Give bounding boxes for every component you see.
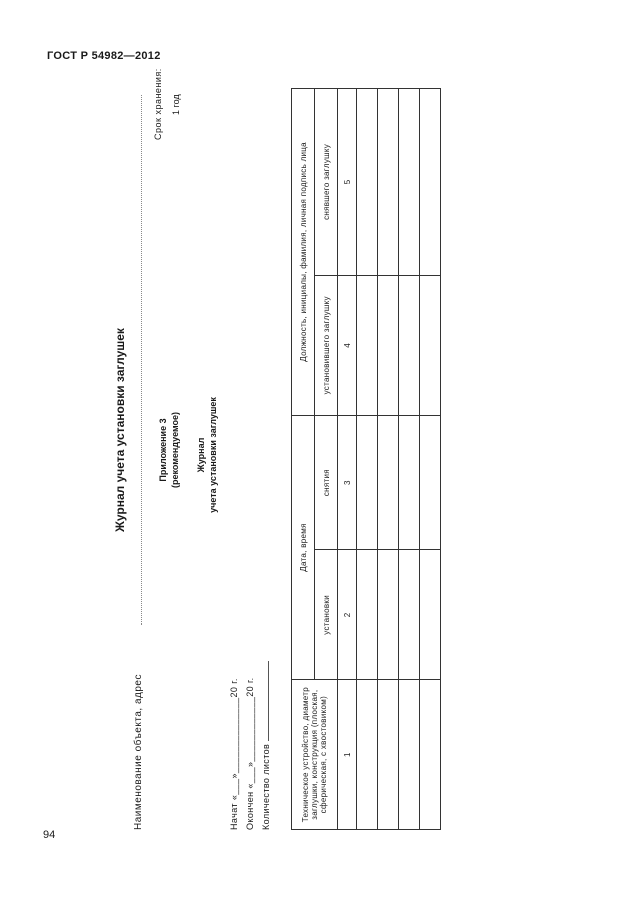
table-cell	[399, 89, 420, 276]
table-row	[378, 89, 399, 830]
header-removed-by: снявшего заглушку	[315, 89, 338, 276]
table-cell	[378, 680, 399, 830]
cover-title-line1: Журнал	[196, 437, 206, 473]
cover-title-line2: учета установки заглушек	[208, 397, 218, 513]
ended-field: Окончен «___»____________20 г.	[245, 677, 255, 830]
appendix-title	[157, 370, 181, 530]
started-field: Начат «___»______________20 г.	[229, 678, 239, 830]
column-number: 3	[338, 415, 357, 550]
table-cell	[378, 550, 399, 680]
header-person: Должность, инициалы, фамилия, личная подпись лица	[292, 89, 315, 416]
table-row	[420, 89, 441, 830]
table-cell	[420, 89, 441, 276]
table-cell	[378, 275, 399, 415]
table-cell	[357, 275, 378, 415]
table-cell	[378, 415, 399, 550]
retention-value: 1 год	[171, 94, 181, 115]
appendix-status: (рекомендуемое)	[170, 412, 180, 488]
sheet-count-label: Количество листов	[261, 743, 271, 830]
table-cell	[399, 680, 420, 830]
table-cell	[378, 89, 399, 276]
retention-label: Срок хранения:	[153, 68, 163, 140]
table-cell	[357, 680, 378, 830]
header-installed-by: установившего заглушку	[315, 275, 338, 415]
table-cell	[357, 89, 378, 276]
column-number-row	[338, 89, 357, 830]
rotated-content	[105, 68, 515, 830]
object-name-label: Наименование объекта, адрес	[133, 674, 144, 830]
column-number: 1	[338, 680, 357, 830]
header-install: установки	[315, 550, 338, 680]
table-cell	[420, 415, 441, 550]
header-date-time: Дата, время	[292, 415, 315, 679]
table-row	[399, 89, 420, 830]
table-cell	[420, 275, 441, 415]
table-cell	[357, 550, 378, 680]
table-cell	[420, 550, 441, 680]
cover-title	[195, 335, 219, 575]
object-name-dotted-line	[137, 95, 142, 625]
column-number: 2	[338, 550, 357, 680]
sheet-count-line	[260, 661, 269, 741]
sheet-count-field	[260, 661, 271, 830]
table-cell	[399, 275, 420, 415]
header-removal: снятия	[315, 415, 338, 550]
document-code: ГОСТ Р 54982—2012	[47, 50, 161, 62]
table-cell	[399, 415, 420, 550]
table-cell	[399, 550, 420, 680]
header-row-1	[292, 89, 315, 830]
table-cell	[420, 680, 441, 830]
appendix-number: Приложение 3	[158, 418, 168, 482]
journal-heading: Журнал учета установки заглушек	[113, 328, 127, 532]
header-technical-device: Техническое устройство, диаметр заглушки, конструкция (плоская, сферическая, с хвостовиком)	[292, 680, 338, 830]
table-cell	[357, 415, 378, 550]
column-number: 4	[338, 275, 357, 415]
column-number: 5	[338, 89, 357, 276]
page-number: 94	[43, 829, 56, 841]
journal-table	[291, 88, 441, 830]
table-row	[357, 89, 378, 830]
